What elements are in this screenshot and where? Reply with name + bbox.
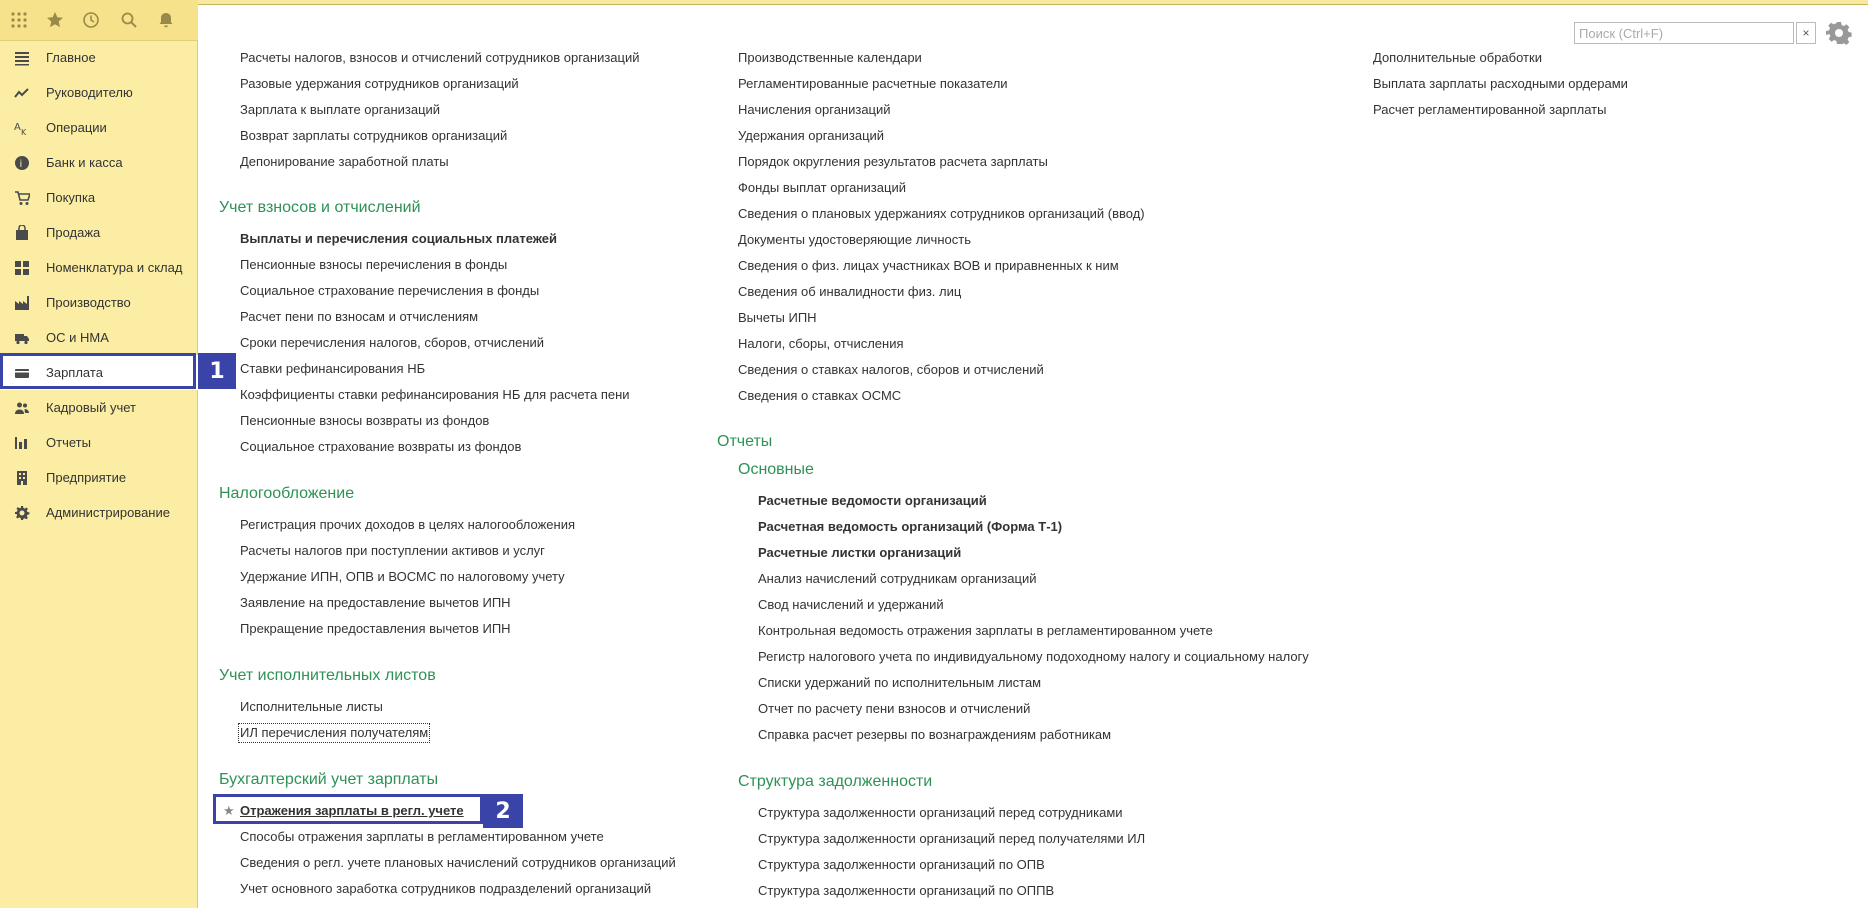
- nav-link[interactable]: Зарплата к выплате организаций: [240, 102, 441, 117]
- nav-link[interactable]: Отчет по расчету пени взносов и отчислений: [758, 701, 1031, 716]
- sidebar-item-label: Операции: [46, 120, 107, 135]
- sidebar-item-11[interactable]: [0, 390, 198, 425]
- search-input[interactable]: [1574, 22, 1794, 44]
- sidebar-item-7[interactable]: [0, 250, 198, 285]
- nav-link[interactable]: Структура задолженности организаций перед получателями ИЛ: [758, 831, 1146, 846]
- nav-link[interactable]: Расчеты налогов, взносов и отчислений сотрудников организаций: [240, 50, 640, 65]
- section-header-reports: Отчеты: [717, 433, 773, 450]
- nav-link[interactable]: Сведения о физ. лицах участниках ВОВ и приравненных к ним: [738, 258, 1119, 273]
- nav-link[interactable]: Свод начислений и удержаний: [758, 597, 944, 612]
- sidebar-item-8[interactable]: [0, 285, 198, 320]
- nav-link[interactable]: Справка расчет резервы по вознаграждениям работникам: [758, 727, 1112, 742]
- wallet-icon: [14, 365, 30, 381]
- sidebar-item-label: Продажа: [46, 225, 101, 240]
- sidebar-item-label: Отчеты: [46, 435, 91, 450]
- search-icon[interactable]: [118, 9, 140, 31]
- sidebar-item-label: Руководителю: [46, 85, 133, 100]
- subsection-header: Структура задолженности: [738, 773, 933, 790]
- nav-link[interactable]: Учет основного заработка сотрудников подразделений организаций: [240, 881, 652, 896]
- nav-link[interactable]: Отражения зарплаты в регл. учете: [240, 803, 464, 818]
- sidebar-item-3[interactable]: [0, 110, 198, 145]
- nav-link[interactable]: Сведения о ставках налогов, сборов и отчислений: [738, 362, 1044, 377]
- operations-icon: [14, 120, 30, 136]
- top-border: [198, 0, 1868, 5]
- sidebar-item-13[interactable]: [0, 460, 198, 495]
- subsection-header: Основные: [738, 461, 814, 478]
- nav-link[interactable]: Расчеты налогов при поступлении активов и услуг: [240, 543, 545, 558]
- nav-link[interactable]: Прекращение предоставления вычетов ИПН: [240, 621, 511, 636]
- bank-icon: [14, 155, 30, 171]
- svg-text:i: i: [19, 158, 23, 170]
- nav-link[interactable]: Удержание ИПН, ОПВ и ВОСМС по налоговому учету: [240, 569, 565, 584]
- nav-link[interactable]: Сведения об инвалидности физ. лиц: [738, 284, 962, 299]
- gear-icon: [14, 505, 30, 521]
- sidebar-item-label: Банк и касса: [46, 155, 123, 170]
- nav-link[interactable]: Пенсионные взносы возвраты из фондов: [240, 413, 490, 428]
- favorite-star-icon[interactable]: ★: [223, 803, 235, 818]
- sidebar-item-label: ОС и НМА: [46, 330, 109, 345]
- bar-chart-icon: [14, 435, 30, 451]
- nav-link[interactable]: Структура задолженности организаций по ОППВ: [758, 883, 1055, 898]
- annotation-badge-1: 1: [198, 353, 236, 389]
- history-icon[interactable]: [80, 9, 102, 31]
- nav-link[interactable]: Расчет регламентированной зарплаты: [1373, 102, 1607, 117]
- nav-link[interactable]: Регистр налогового учета по индивидуальному подоходному налогу и социальному налогу: [758, 649, 1309, 664]
- section-header: Налогообложение: [219, 485, 355, 502]
- sidebar-item-label: Номенклатура и склад: [46, 260, 183, 275]
- nav-link[interactable]: Дополнительные обработки: [1373, 50, 1542, 65]
- sidebar-item-6[interactable]: [0, 215, 198, 250]
- nav-link[interactable]: Исполнительные листы: [240, 699, 383, 714]
- nav-link[interactable]: Депонирование заработной платы: [240, 154, 449, 169]
- nav-link[interactable]: Структура задолженности организаций перед сотрудниками: [758, 805, 1123, 820]
- section-header: Учет взносов и отчислений: [219, 199, 421, 216]
- nav-link[interactable]: Социальное страхование возвраты из фондов: [240, 439, 522, 454]
- sidebar-item-9[interactable]: [0, 320, 198, 355]
- nav-link[interactable]: Регламентированные расчетные показатели: [738, 76, 1008, 91]
- nav-link[interactable]: Социальное страхование перечисления в фонды: [240, 283, 540, 298]
- cart-icon: [14, 190, 30, 206]
- nav-link[interactable]: Контрольная ведомость отражения зарплаты в регламентированном учете: [758, 623, 1213, 638]
- sidebar-item-label: Администрирование: [46, 505, 170, 520]
- nav-link[interactable]: Фонды выплат организаций: [738, 180, 906, 195]
- sidebar-item-label: Зарплата: [46, 365, 103, 380]
- nav-link[interactable]: Вычеты ИПН: [738, 310, 817, 325]
- star-icon[interactable]: [44, 9, 66, 31]
- nav-link[interactable]: Расчетные ведомости организаций: [758, 493, 987, 508]
- sidebar-item-label: Покупка: [46, 190, 96, 205]
- nav-link[interactable]: Удержания организаций: [738, 128, 885, 143]
- nav-link[interactable]: Документы удостоверяющие личность: [738, 232, 971, 247]
- bag-icon: [14, 225, 30, 241]
- truck-icon: [14, 330, 30, 346]
- nav-link[interactable]: Расчет пени по взносам и отчислениям: [240, 309, 479, 324]
- nav-link[interactable]: Сведения о плановых удержаниях сотрудников организаций (ввод): [738, 206, 1145, 221]
- grid-icon: [14, 260, 30, 276]
- sidebar-item-12[interactable]: [0, 425, 198, 460]
- sidebar-item-4[interactable]: [0, 145, 198, 180]
- nav-link[interactable]: Списки удержаний по исполнительным листам: [758, 675, 1042, 690]
- sidebar-item-5[interactable]: [0, 180, 198, 215]
- sidebar-toolbar: [0, 0, 198, 41]
- sidebar-item-1[interactable]: [0, 40, 198, 75]
- sidebar-item-label: Производство: [46, 295, 131, 310]
- nav-link[interactable]: Расчетная ведомость организаций (Форма Т-1): [758, 519, 1063, 534]
- sidebar-item-label: Кадровый учет: [46, 400, 136, 415]
- search-clear-button[interactable]: ×: [1796, 22, 1816, 44]
- menu-list-icon: [14, 50, 30, 66]
- nav-link[interactable]: Производственные календари: [738, 50, 922, 65]
- nav-link[interactable]: Выплаты и перечисления социальных платежей: [240, 231, 558, 246]
- nav-link[interactable]: Выплата зарплаты расходными ордерами: [1373, 76, 1628, 91]
- nav-link[interactable]: Сведения о ставках ОСМС: [738, 388, 902, 403]
- nav-link[interactable]: Ставки рефинансирования НБ: [240, 361, 426, 376]
- sidebar-item-14[interactable]: [0, 495, 198, 530]
- section-header: Учет исполнительных листов: [219, 667, 436, 684]
- nav-link[interactable]: Сведения о регл. учете плановых начислений сотрудников организаций: [240, 855, 676, 870]
- bell-icon[interactable]: [155, 9, 177, 31]
- annotation-badge-2: 2: [483, 794, 523, 828]
- nav-link[interactable]: Регистрация прочих доходов в целях налогообложения: [240, 517, 575, 532]
- nav-link[interactable]: ИЛ перечисления получателям: [240, 725, 429, 740]
- nav-link[interactable]: Сроки перечисления налогов, сборов, отчислений: [240, 335, 545, 350]
- nav-link[interactable]: Начисления организаций: [738, 102, 891, 117]
- nav-link[interactable]: Порядок округления результатов расчета зарплаты: [738, 154, 1048, 169]
- people-icon: [14, 400, 30, 416]
- nav-link[interactable]: Возврат зарплаты сотрудников организаций: [240, 128, 508, 143]
- nav-link[interactable]: Налоги, сборы, отчисления: [738, 336, 904, 351]
- settings-gear-icon[interactable]: [1826, 20, 1852, 46]
- sidebar-item-10[interactable]: [0, 355, 198, 390]
- sidebar-item-label: Главное: [46, 50, 96, 65]
- building-icon: [14, 470, 30, 486]
- nav-link[interactable]: Разовые удержания сотрудников организаций: [240, 76, 519, 91]
- apps-grid-icon[interactable]: [8, 9, 30, 31]
- nav-link[interactable]: Расчетные листки организаций: [758, 545, 962, 560]
- nav-link[interactable]: Структура задолженности организаций по ОПВ: [758, 857, 1045, 872]
- factory-icon: [14, 295, 30, 311]
- nav-link[interactable]: Коэффициенты ставки рефинансирования НБ для расчета пени: [240, 387, 630, 402]
- highlight-frame-otrazheniya: [213, 794, 483, 824]
- sidebar-item-2[interactable]: [0, 75, 198, 110]
- sidebar-item-label: Предприятие: [46, 470, 127, 485]
- trend-chart-icon: [14, 85, 30, 101]
- svg-text:K: K: [21, 127, 27, 136]
- section-header: Бухгалтерский учет зарплаты: [219, 771, 439, 788]
- nav-link[interactable]: Способы отражения зарплаты в регламентированном учете: [240, 829, 604, 844]
- svg-text:A: A: [14, 121, 21, 133]
- nav-link[interactable]: Анализ начислений сотрудникам организаций: [758, 571, 1037, 586]
- nav-link[interactable]: Заявление на предоставление вычетов ИПН: [240, 595, 511, 610]
- sidebar: [0, 0, 198, 908]
- nav-link[interactable]: Пенсионные взносы перечисления в фонды: [240, 257, 508, 272]
